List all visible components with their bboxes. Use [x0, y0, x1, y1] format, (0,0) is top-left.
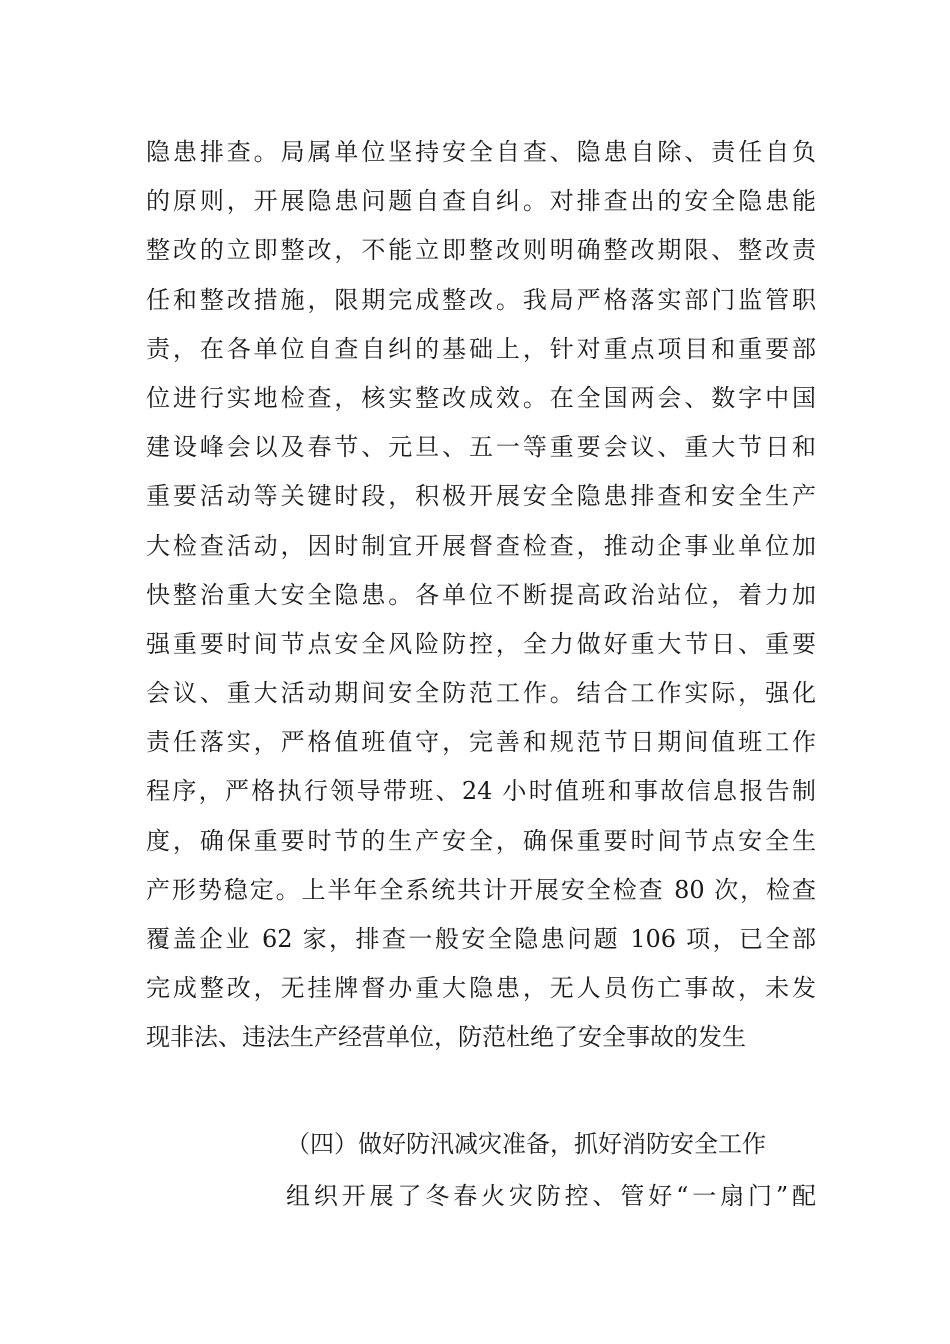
paragraph-line: 责，在各单位自查自纠的基础上，针对重点项目和重要部	[146, 334, 816, 363]
paragraph-line: 程序，严格执行领导带班、24 小时值班和事故信息报告制	[146, 777, 816, 806]
section-first-line: 组织开展了冬春火灾防控、管好“一扇门”配	[286, 1182, 816, 1210]
paragraph-line: 责任落实，严格值班值守，完善和规范节日期间值班工作	[146, 728, 816, 757]
paragraph-line: 任和整改措施，限期完成整改。我局严格落实部门监管职	[146, 285, 816, 314]
paragraph-line: 强重要时间节点安全风险防控，全力做好重大节日、重要	[146, 629, 816, 658]
paragraph-line: 会议、重大活动期间安全防范工作。结合工作实际，强化	[146, 679, 816, 708]
paragraph-line: 位进行实地检查，核实整改成效。在全国两会、数字中国	[146, 383, 816, 412]
paragraph-line: 现非法、违法生产经营单位，防范杜绝了安全事故的发生	[146, 1023, 746, 1052]
paragraph-line: 覆盖企业 62 家，排查一般安全隐患问题 106 项，已全部	[146, 925, 816, 953]
paragraph-line: 产形势稳定。上半年全系统共计开展安全检查 80 次，检查	[146, 875, 816, 904]
paragraph-line: 隐患排查。局属单位坚持安全自查、隐患自除、责任自负	[146, 138, 816, 166]
paragraph-line: 完成整改，无挂牌督办重大隐患，无人员伤亡事故，未发	[146, 974, 816, 1003]
section-four	[286, 1118, 816, 1222]
paragraph-line: 大检查活动，因时制宜开展督查检查，推动企事业单位加	[146, 531, 816, 560]
paragraph-line: 重要活动等关键时段，积极开展安全隐患排查和安全生产	[146, 482, 816, 511]
paragraph-line: 快整治重大安全隐患。各单位不断提高政治站位，着力加	[146, 580, 816, 609]
paragraph-line: 建设峰会以及春节、元旦、五一等重要会议、重大节日和	[146, 433, 816, 462]
paragraph-line: 度，确保重要时节的生产安全，确保重要时间节点安全生	[146, 826, 816, 855]
paragraph-line: 的原则，开展隐患问题自查自纠。对排查出的安全隐患能	[146, 187, 816, 216]
body-paragraph	[146, 128, 816, 1063]
paragraph-line: 整改的立即整改，不能立即整改则明确整改期限、整改责	[146, 236, 816, 265]
section-heading: （四）做好防汛减灾准备，抓好消防安全工作	[286, 1130, 766, 1158]
